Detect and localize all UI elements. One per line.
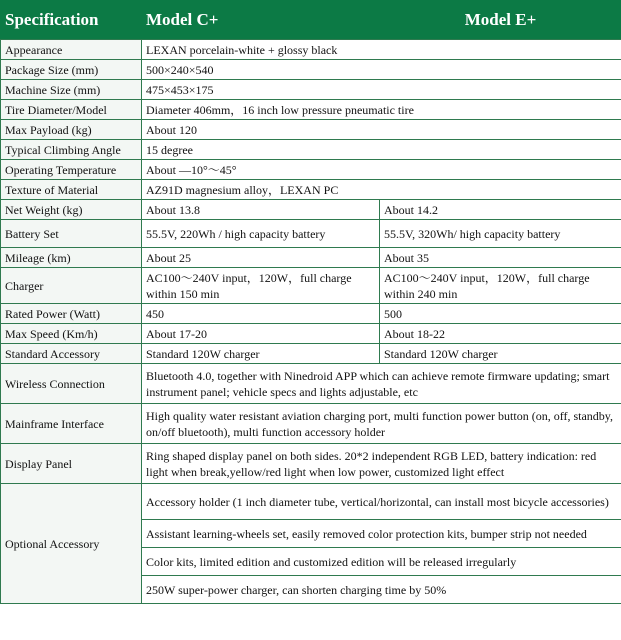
value-rated-power-c: 450: [142, 304, 380, 324]
label-battery: Battery Set: [1, 220, 142, 248]
label-climbing: Typical Climbing Angle: [1, 140, 142, 160]
row-optional-1: [1, 484, 621, 520]
label-display: Display Panel: [1, 444, 142, 484]
row-package-size: [1, 60, 621, 80]
row-temperature: [1, 160, 621, 180]
label-net-weight: Net Weight (kg): [1, 200, 142, 220]
row-max-speed: [1, 324, 621, 344]
value-material: AZ91D magnesium alloy，LEXAN PC: [142, 180, 621, 200]
label-tire: Tire Diameter/Model: [1, 100, 142, 120]
value-charger-e: AC100～240V input，120W，full charge within 240 min: [380, 268, 621, 304]
label-wireless: Wireless Connection: [1, 364, 142, 404]
label-machine-size: Machine Size (mm): [1, 80, 142, 100]
value-max-speed-e: About 18-22: [380, 324, 621, 344]
label-mainframe: Mainframe Interface: [1, 404, 142, 444]
header-specification: Specification: [1, 1, 142, 40]
value-climbing: 15 degree: [142, 140, 621, 160]
value-display: Ring shaped display panel on both sides. 20*2 independent RGB LED, battery indication: red light when break,yellow/red light when low power, customized light effect: [142, 444, 621, 484]
value-machine-size: 475×453×175: [142, 80, 621, 100]
value-battery-e: 55.5V, 320Wh/ high capacity battery: [380, 220, 621, 248]
row-battery: [1, 220, 621, 248]
value-standard-accessory-c: Standard 120W charger: [142, 344, 380, 364]
value-mileage-c: About 25: [142, 248, 380, 268]
row-standard-accessory: [1, 344, 621, 364]
label-max-speed: Max Speed (Km/h): [1, 324, 142, 344]
label-max-payload: Max Payload (kg): [1, 120, 142, 140]
value-rated-power-e: 500: [380, 304, 621, 324]
row-charger: [1, 268, 621, 304]
value-package-size: 500×240×540: [142, 60, 621, 80]
row-display: [1, 444, 621, 484]
label-standard-accessory: Standard Accessory: [1, 344, 142, 364]
label-rated-power: Rated Power (Watt): [1, 304, 142, 324]
value-temperature: About —10°～45°: [142, 160, 621, 180]
row-tire: [1, 100, 621, 120]
value-wireless: Bluetooth 4.0, together with Ninedroid APP which can achieve remote firmware updating; smart instrument panel; vehicle specs and lights adjustable, etc: [142, 364, 621, 404]
header-model-e: Model E+: [380, 1, 621, 40]
label-appearance: Appearance: [1, 40, 142, 60]
label-mileage: Mileage (km): [1, 248, 142, 268]
row-mainframe: [1, 404, 621, 444]
row-max-payload: [1, 120, 621, 140]
label-charger: Charger: [1, 268, 142, 304]
value-tire: Diameter 406mm，16 inch low pressure pneumatic tire: [142, 100, 621, 120]
value-standard-accessory-e: Standard 120W charger: [380, 344, 621, 364]
label-temperature: Operating Temperature: [1, 160, 142, 180]
value-mileage-e: About 35: [380, 248, 621, 268]
row-climbing: [1, 140, 621, 160]
row-appearance: [1, 40, 621, 60]
value-net-weight-e: About 14.2: [380, 200, 621, 220]
row-net-weight: [1, 200, 621, 220]
value-optional-3: Color kits, limited edition and customized edition will be released irregularly: [142, 548, 621, 576]
value-optional-4: 250W super-power charger, can shorten charging time by 50%: [142, 576, 621, 604]
row-mileage: [1, 248, 621, 268]
value-max-payload: About 120: [142, 120, 621, 140]
value-max-speed-c: About 17-20: [142, 324, 380, 344]
value-net-weight-c: About 13.8: [142, 200, 380, 220]
header-row: [1, 1, 621, 40]
header-model-c: Model C+: [142, 1, 380, 40]
value-appearance: LEXAN porcelain-white + glossy black: [142, 40, 621, 60]
row-rated-power: [1, 304, 621, 324]
label-optional-accessory: Optional Accessory: [1, 484, 142, 604]
value-optional-1: Accessory holder (1 inch diameter tube, vertical/horizontal, can install most bicycle accessories): [142, 484, 621, 520]
value-optional-2: Assistant learning-wheels set, easily removed color protection kits, bumper strip not needed: [142, 520, 621, 548]
row-machine-size: [1, 80, 621, 100]
value-charger-c: AC100～240V input，120W，full charge within 150 min: [142, 268, 380, 304]
value-mainframe: High quality water resistant aviation charging port, multi function power button (on, off, standby, on/off bluetooth), multi function accessory holder: [142, 404, 621, 444]
value-battery-c: 55.5V, 220Wh / high capacity battery: [142, 220, 380, 248]
label-package-size: Package Size (mm): [1, 60, 142, 80]
row-material: [1, 180, 621, 200]
label-material: Texture of Material: [1, 180, 142, 200]
row-wireless: [1, 364, 621, 404]
